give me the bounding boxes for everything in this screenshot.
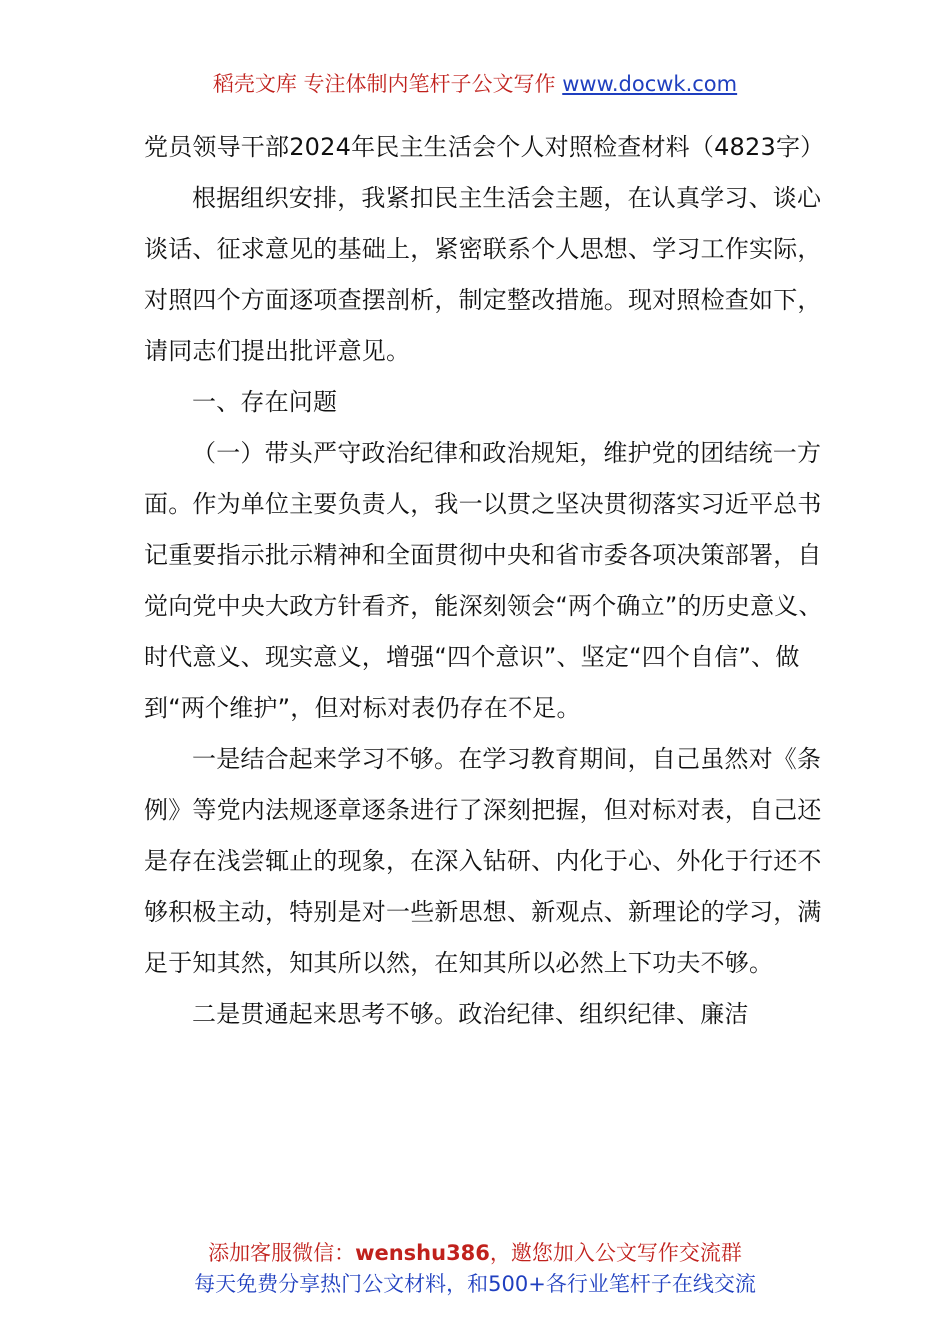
- paragraph-political-discipline: （一）带头严守政治纪律和政治规矩，维护党的团结统一方面。作为单位主要负责人，我一以贯之坚决贯彻落实习近平总书记重要指示批示精神和全面贯彻中央和省市委各项决策部署，自觉向党中央大政方针看齐，能深刻领会“两个确立”的历史意义、时代意义、现实意义，增强“四个意识”、坚定“四个自信”、做到“两个维护”，但对标对表仍存在不足。: [144, 439, 823, 722]
- wechat-id: wenshu386: [355, 1241, 490, 1265]
- document-body: [144, 122, 844, 1040]
- site-link[interactable]: www.docwk.com: [562, 72, 738, 96]
- paragraph-point-one: 一是结合起来学习不够。在学习教育期间，自己虽然对《条例》等党内法规逐章逐条进行了深刻把握，但对标对表，自己还是存在浅尝辄止的现象，在深入钻研、内化于心、外化于行还不够积极主动，特别是对一些新思想、新观点、新理论的学习，满足于知其然，知其所以然，在知其所以必然上下功夫不够。: [144, 745, 822, 977]
- watermark-footer: [0, 1238, 950, 1300]
- footer-contact-prefix: 添加客服微信：: [208, 1241, 356, 1265]
- document-title: 党员领导干部2024年民主生活会个人对照检查材料（4823字）: [144, 133, 825, 161]
- brand-slogan: 稻壳文库 专注体制内笔杆子公文写作: [212, 72, 556, 96]
- footer-promo-line: 每天免费分享热门公文材料，和500+各行业笔杆子在线交流: [194, 1272, 756, 1296]
- section-heading: 一、存在问题: [192, 388, 338, 416]
- footer-contact-line: [0, 1238, 950, 1269]
- paragraph-point-two: 二是贯通起来思考不够。政治纪律、组织纪律、廉洁: [192, 1000, 749, 1028]
- footer-contact-suffix: ，邀您加入公文写作交流群: [489, 1241, 742, 1265]
- paragraph-intro: 根据组织安排，我紧扣民主生活会主题，在认真学习、谈心谈话、征求意见的基础上，紧密联系个人思想、学习工作实际，对照四个方面逐项查摆剖析，制定整改措施。现对照检查如下，请同志们提出批评意见。: [144, 184, 822, 365]
- watermark-header: [0, 68, 950, 100]
